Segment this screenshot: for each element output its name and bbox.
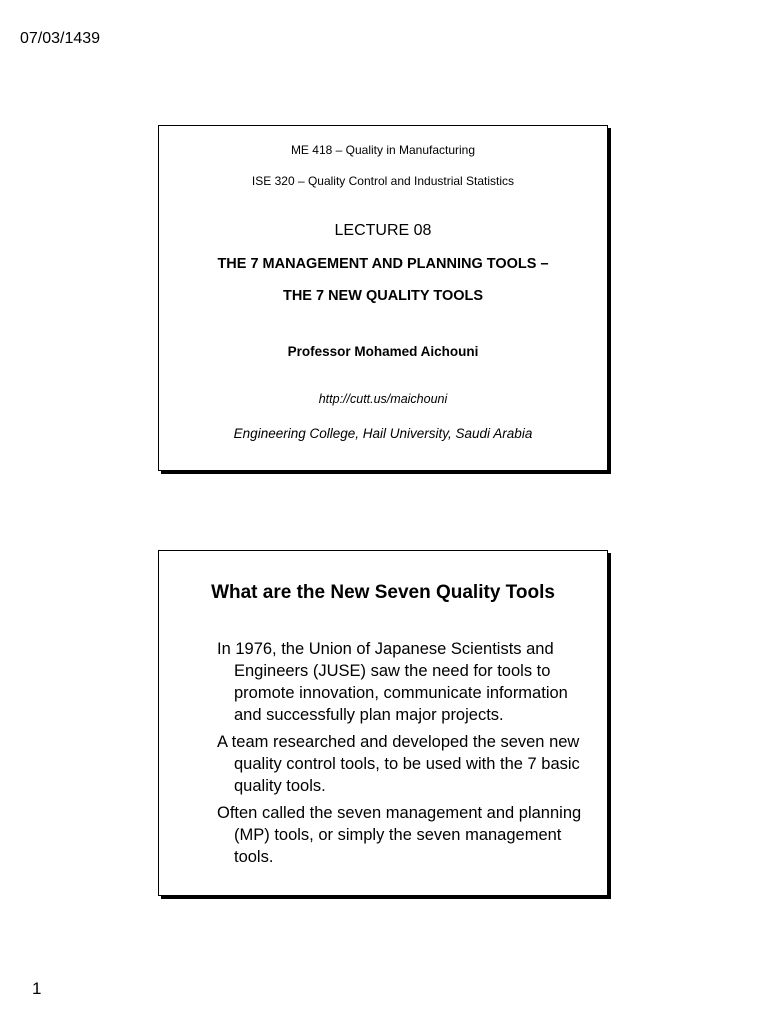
- slide-heading: What are the New Seven Quality Tools: [211, 582, 555, 603]
- bullet-item: Often called the seven management and planning (MP) tools, or simply the seven management tools.: [217, 804, 582, 866]
- lecture-number: LECTURE 08: [334, 222, 432, 239]
- bullet-list: [217, 638, 589, 873]
- course-code-ise320: ISE 320 – Quality Control and Industrial Statistics: [251, 174, 515, 188]
- page-date: 07/03/1439: [20, 30, 101, 47]
- website-link[interactable]: http://cutt.us/maichouni: [318, 392, 448, 406]
- bullet-item: In 1976, the Union of Japanese Scientists and Engineers (JUSE) saw the need for tools to promote innovation, communicate information and successfully plan major projects.: [217, 640, 568, 724]
- page-number: 1: [32, 979, 42, 998]
- lecture-title-line-2: THE 7 NEW QUALITY TOOLS: [282, 288, 484, 304]
- course-code-me418: ME 418 – Quality in Manufacturing: [290, 143, 476, 157]
- professor-name: Professor Mohamed Aichouni: [287, 344, 479, 359]
- bullet-item: A team researched and developed the seven new quality control tools, to be used with the 7 basic quality tools.: [217, 733, 580, 795]
- title-slide: [158, 125, 608, 471]
- lecture-title-line-1: THE 7 MANAGEMENT AND PLANNING TOOLS –: [217, 256, 549, 272]
- institution-name: Engineering College, Hail University, Saudi Arabia: [233, 426, 533, 441]
- content-slide: [158, 550, 608, 896]
